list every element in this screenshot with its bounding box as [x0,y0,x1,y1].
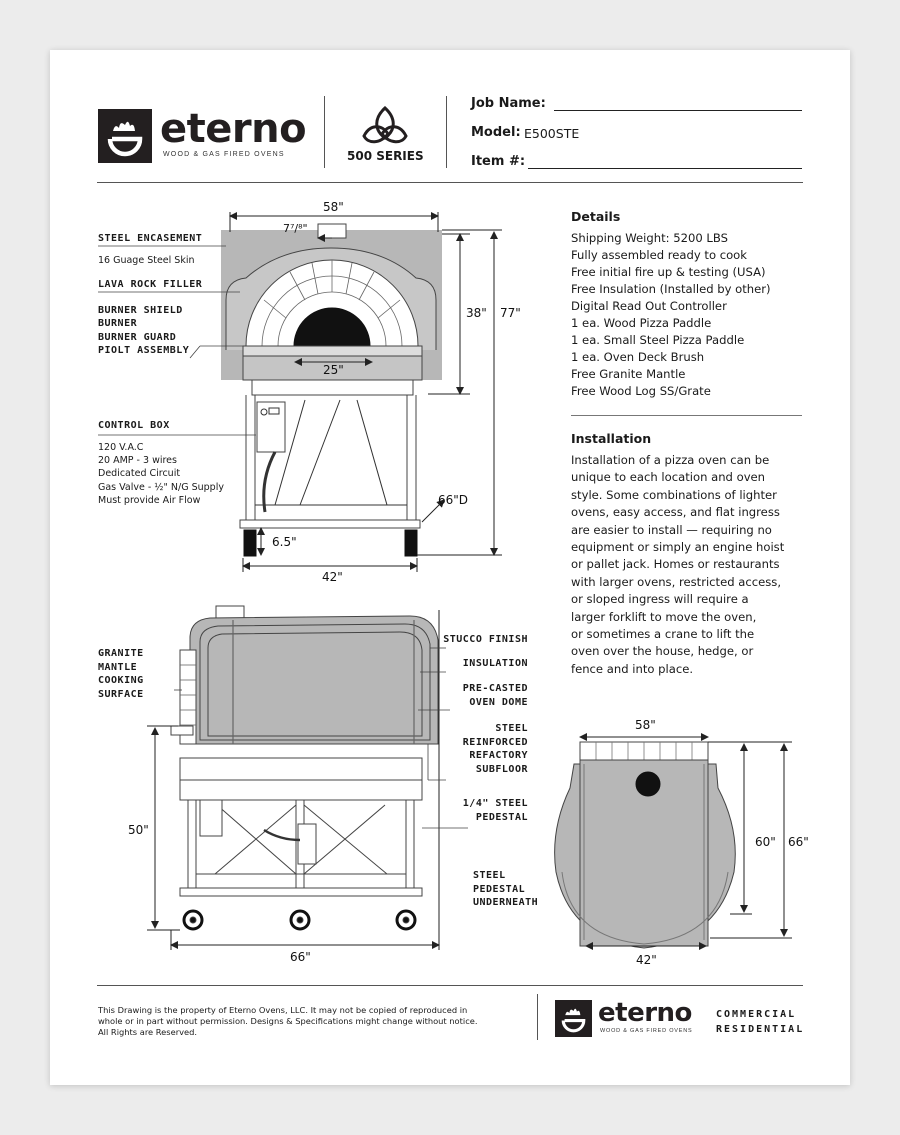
control-spec-4: Gas Valve - ½" N/G Supply [98,482,224,493]
brand-name: eterno [160,106,307,152]
brand-tagline: WOOD & GAS FIRED OVENS [163,151,285,158]
dim-opening: 25" [323,363,344,377]
footer-tagline: WOOD & GAS FIRED OVENS [600,1028,693,1034]
label-burner-guard: BURNER GUARD [98,332,177,343]
top-view-drawing [555,742,736,948]
details-item: Free Wood Log SS/Grate [571,384,711,398]
control-spec-5: Must provide Air Flow [98,495,201,506]
installation-heading: Installation [571,431,652,446]
details-item: Free Granite Mantle [571,367,686,381]
details-list [571,230,771,400]
dim-front-width: 58" [323,200,344,214]
label-burner: BURNER [98,318,138,329]
details-item: Digital Read Out Controller [571,299,727,313]
dim-top-depth-60: 60" [755,835,776,849]
footer-divider [537,994,538,1040]
label-insulation: INSULATION [462,658,528,669]
item-label: Item #: [471,154,526,169]
control-spec-3: Dedicated Circuit [98,468,181,479]
label-pedestal-underneath: STEEL PEDESTAL UNDERNEATH [473,870,539,908]
model-label: Model: [471,125,521,140]
label-subfloor: STEEL REINFORCED REFACTORY SUBFLOOR [462,723,528,775]
details-divider [571,415,802,416]
front-view-drawing [221,224,442,556]
dim-stand-width: 42" [322,570,343,584]
market-segments: COMMERCIAL RESIDENTIAL [716,1009,805,1035]
label-control-box: CONTROL BOX [98,420,170,431]
dim-dome-height: 38" [466,306,487,320]
dim-side-length: 66" [290,950,311,964]
details-item: Free initial fire up & testing (USA) [571,265,766,279]
label-granite-mantle: GRANITE MANTLE COOKING SURFACE [98,648,144,700]
dim-top-width: 58" [635,718,656,732]
details-item: 1 ea. Small Steel Pizza Paddle [571,333,745,347]
label-steel-encasement: STEEL ENCASEMENT [98,233,203,244]
job-name-label: Job Name: [471,96,546,111]
control-spec-1: 120 V.A.C [98,442,144,453]
label-steel-skin: 16 Guage Steel Skin [98,255,195,266]
dim-top-stand: 42" [636,953,657,967]
label-pre-casted-dome: PRE-CASTED OVEN DOME [462,683,528,708]
details-item: Free Insulation (Installed by other) [571,282,771,296]
label-steel-pedestal: 1/4" STEEL PEDESTAL [462,798,528,823]
details-item: 1 ea. Wood Pizza Paddle [571,316,712,330]
details-item: Fully assembled ready to cook [571,248,747,262]
footer-logo-mark [555,1000,592,1037]
dim-total-height: 77" [500,306,521,320]
control-spec-2: 20 AMP - 3 wires [98,455,177,466]
details-item: 1 ea. Oven Deck Brush [571,350,705,364]
details-item: Shipping Weight: 5200 LBS [571,231,729,245]
details-heading: Details [571,209,621,224]
dim-side-height: 50" [128,823,149,837]
dim-flue: 7⁷/⁸" [283,222,308,235]
footer-rule [97,985,803,986]
dim-depth: 66"D [438,493,469,507]
dim-caster: 6.5" [272,535,297,549]
flame-e-icon [555,1000,592,1037]
label-pilot-assembly: PIOLT ASSEMBLY [98,345,190,356]
dim-top-depth-66: 66" [788,835,809,849]
label-lava-rock: LAVA ROCK FILLER [98,279,203,290]
label-burner-shield: BURNER SHIELD [98,305,183,316]
model-value: E500STE [524,126,580,141]
label-stucco-finish: STUCCO FINISH [443,634,528,645]
installation-text: Installation of a pizza oven can be unique to each location and oven style. Some combinations of lighter ovens, easy access, and flat ingress are easier to install — requiring no equipment or simply an engine hoist or pallet jack. Homes or restaurants with larger ovens, restricted access, or sloped ingress will require a larger forklift to move the oven, or sometimes a crane to lift the oven over the house, hedge, or fence and into place. [571,453,785,676]
disclaimer: This Drawing is the property of Eterno Ovens, LLC. It may not be copied of reproduced in whole or in part without permission. Designs & Specifications might change without notice. All Rights are Reserved. [98,1005,478,1037]
series-label: 500 SERIES [347,149,424,163]
side-view-drawing [171,606,438,929]
footer-brand: eterno [598,998,692,1028]
spec-sheet [50,50,850,1085]
